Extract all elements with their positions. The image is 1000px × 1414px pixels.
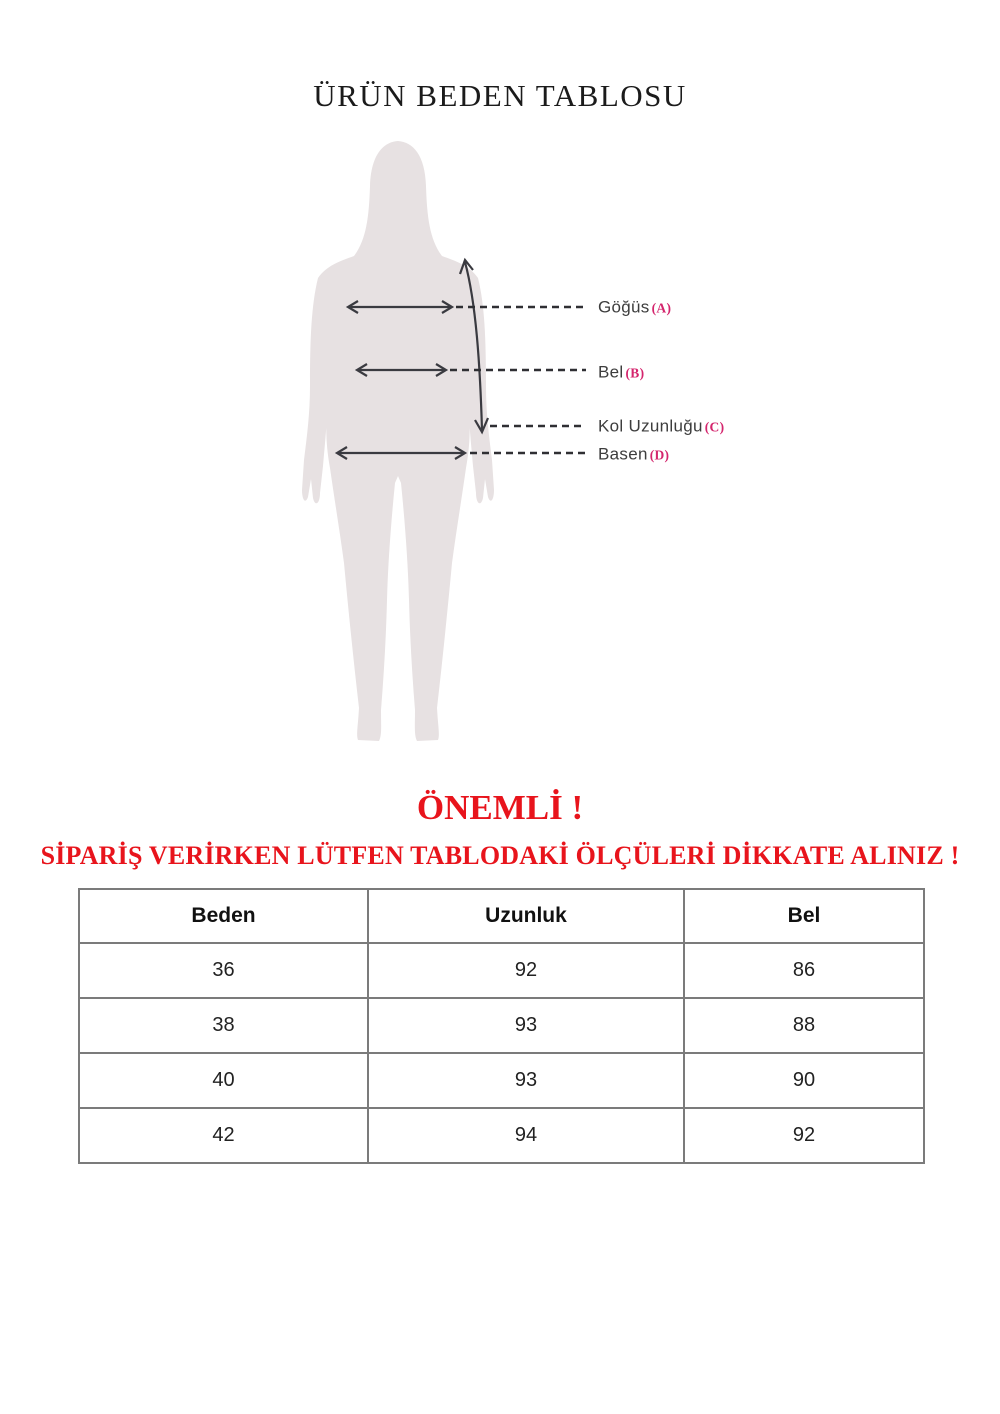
size-table-header-row bbox=[79, 889, 924, 943]
size-table-cell: 93 bbox=[368, 1053, 684, 1108]
female-silhouette-figure bbox=[280, 138, 600, 753]
female-silhouette bbox=[302, 141, 494, 741]
size-table-header-uzunluk: Uzunluk bbox=[368, 889, 684, 943]
measurement-label-hip bbox=[598, 446, 669, 463]
size-table-cell: 40 bbox=[79, 1053, 368, 1108]
size-table bbox=[78, 888, 925, 1164]
warning-text: SİPARİŞ VERİRKEN LÜTFEN TABLODAKİ ÖLÇÜLERİ DİKKATE ALINIZ ! bbox=[40, 841, 960, 870]
size-table-cell: 36 bbox=[79, 943, 368, 998]
measurement-label-arm-length bbox=[598, 418, 724, 435]
size-table-cell: 90 bbox=[684, 1053, 924, 1108]
measurement-marker-a: (A) bbox=[651, 300, 672, 316]
size-table-cell: 38 bbox=[79, 998, 368, 1053]
page-title: ÜRÜN BEDEN TABLOSU bbox=[313, 78, 687, 113]
body-measurement-diagram bbox=[280, 138, 600, 753]
size-table-row bbox=[79, 998, 924, 1053]
measurement-marker-c: (C) bbox=[704, 419, 725, 435]
size-table-cell: 92 bbox=[368, 943, 684, 998]
size-table-cell: 93 bbox=[368, 998, 684, 1053]
measurement-label-chest bbox=[598, 299, 671, 316]
measurement-marker-b: (B) bbox=[625, 365, 645, 381]
measurement-label-text: Kol Uzunluğu bbox=[598, 416, 703, 436]
size-table-cell: 92 bbox=[684, 1108, 924, 1163]
size-table-cell: 42 bbox=[79, 1108, 368, 1163]
measurement-label-text: Göğüs bbox=[598, 297, 650, 317]
size-table-cell: 88 bbox=[684, 998, 924, 1053]
size-table-row bbox=[79, 1108, 924, 1163]
size-table-cell: 94 bbox=[368, 1108, 684, 1163]
measurement-label-text: Basen bbox=[598, 444, 648, 464]
measurement-marker-d: (D) bbox=[649, 447, 670, 463]
measurement-label-text: Bel bbox=[598, 362, 624, 382]
size-table-cell: 86 bbox=[684, 943, 924, 998]
size-table-header-beden: Beden bbox=[79, 889, 368, 943]
important-heading: ÖNEMLİ ! bbox=[416, 788, 584, 827]
size-table-header-bel: Bel bbox=[684, 889, 924, 943]
size-table-row bbox=[79, 1053, 924, 1108]
size-table-row bbox=[79, 943, 924, 998]
measurement-label-waist bbox=[598, 364, 644, 381]
